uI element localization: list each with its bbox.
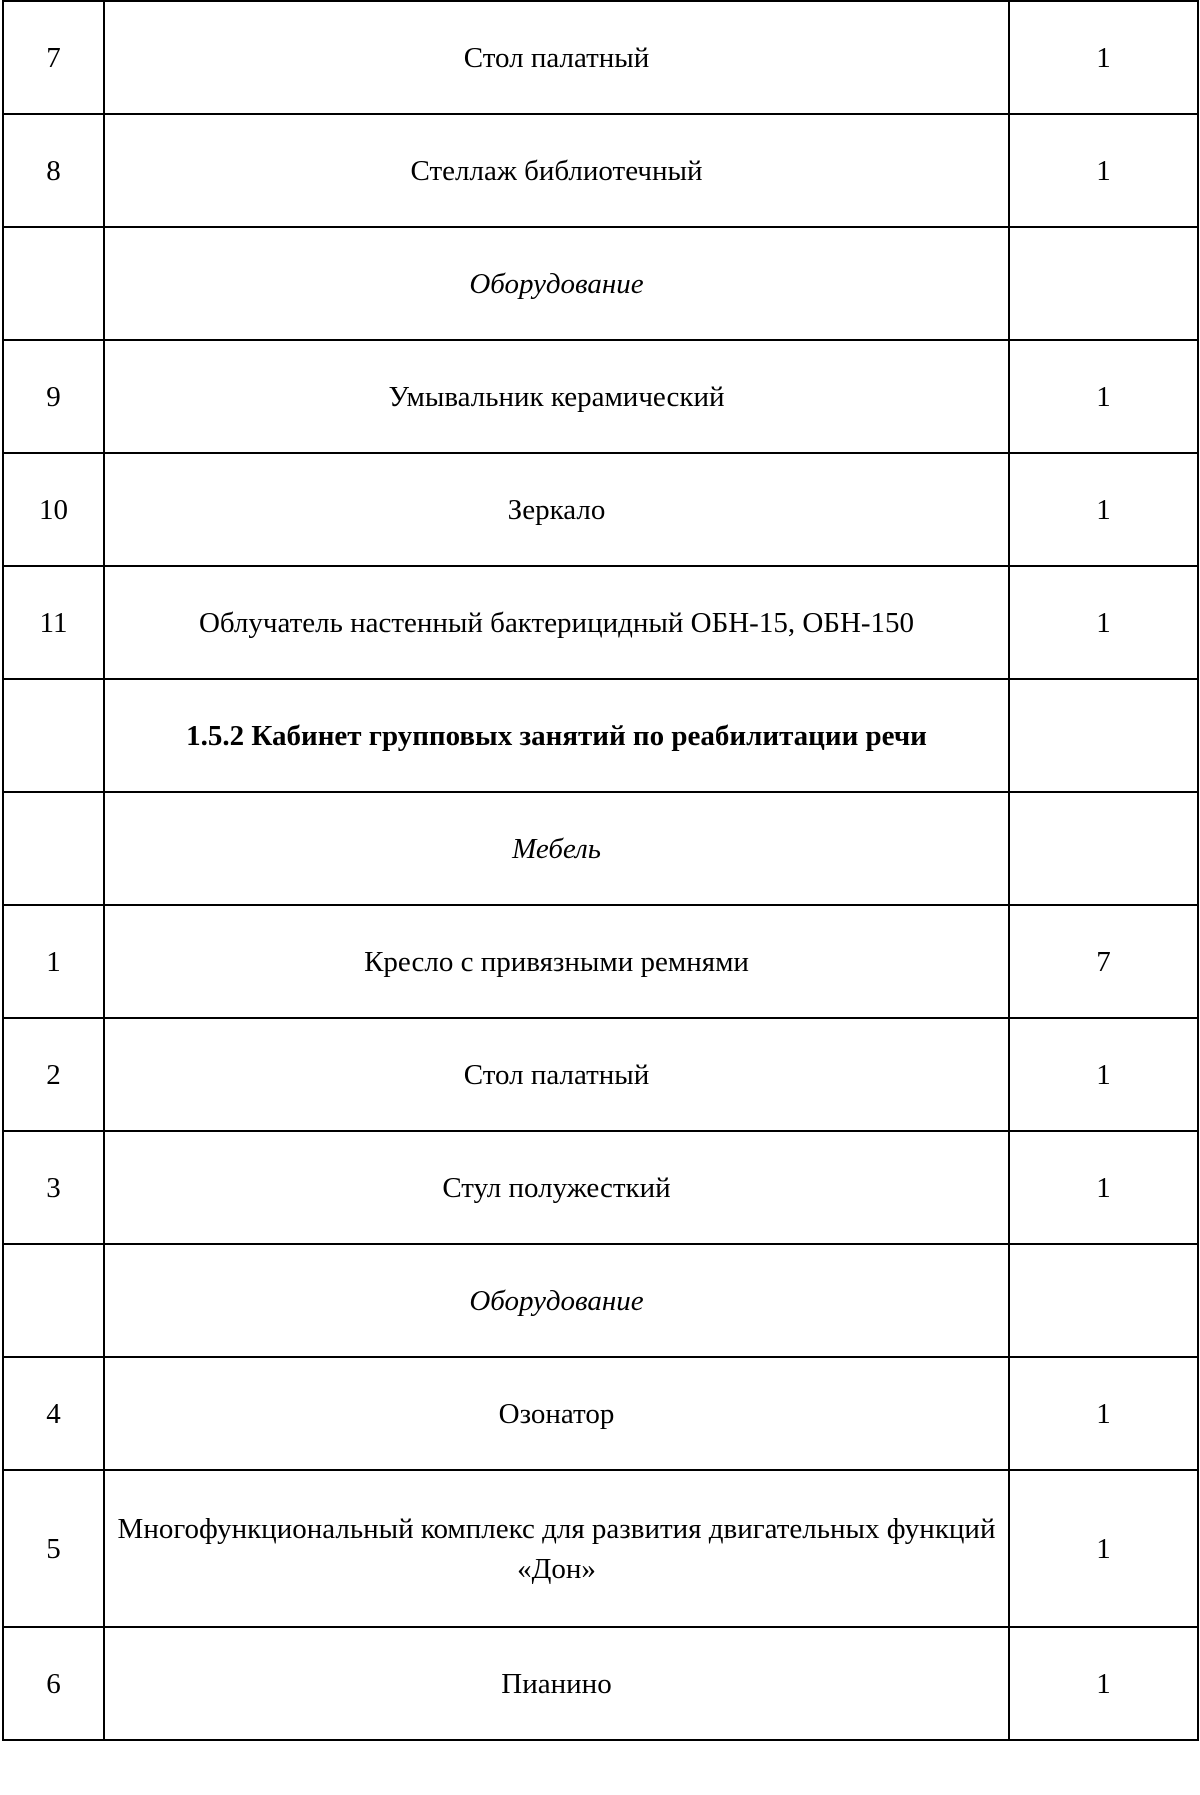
table-row	[3, 114, 1198, 227]
item-name: Стол палатный	[104, 1, 1009, 114]
item-quantity: 1	[1009, 340, 1198, 453]
table-row	[3, 1244, 1198, 1357]
row-number: 10	[3, 453, 104, 566]
item-quantity	[1009, 1244, 1198, 1357]
item-quantity: 7	[1009, 905, 1198, 1018]
table-row	[3, 453, 1198, 566]
item-name: Многофункциональный комплекс для развития двигательных функций «Дон»	[104, 1470, 1009, 1627]
subheading-furniture: Мебель	[104, 792, 1009, 905]
item-quantity: 1	[1009, 1, 1198, 114]
item-name: Озонатор	[104, 1357, 1009, 1470]
row-number: 11	[3, 566, 104, 679]
table-row	[3, 1018, 1198, 1131]
item-quantity: 1	[1009, 114, 1198, 227]
item-quantity	[1009, 792, 1198, 905]
row-number: 8	[3, 114, 104, 227]
table-row	[3, 1470, 1198, 1627]
table-row	[3, 566, 1198, 679]
row-number: 7	[3, 1, 104, 114]
row-number: 9	[3, 340, 104, 453]
table-row	[3, 227, 1198, 340]
row-number	[3, 679, 104, 792]
table-row	[3, 679, 1198, 792]
table-row	[3, 340, 1198, 453]
item-quantity: 1	[1009, 566, 1198, 679]
equipment-table-body	[3, 1, 1198, 1740]
row-number	[3, 227, 104, 340]
item-quantity: 1	[1009, 1357, 1198, 1470]
table-row	[3, 905, 1198, 1018]
table-row	[3, 1627, 1198, 1740]
row-number: 2	[3, 1018, 104, 1131]
row-number: 5	[3, 1470, 104, 1627]
item-name: Стул полужесткий	[104, 1131, 1009, 1244]
item-quantity: 1	[1009, 1131, 1198, 1244]
equipment-table	[2, 0, 1199, 1741]
item-quantity	[1009, 679, 1198, 792]
row-number: 4	[3, 1357, 104, 1470]
table-row	[3, 1357, 1198, 1470]
item-name: Пианино	[104, 1627, 1009, 1740]
item-quantity: 1	[1009, 453, 1198, 566]
row-number	[3, 1244, 104, 1357]
row-number: 3	[3, 1131, 104, 1244]
item-quantity: 1	[1009, 1470, 1198, 1627]
table-row	[3, 1, 1198, 114]
row-number: 1	[3, 905, 104, 1018]
item-quantity: 1	[1009, 1627, 1198, 1740]
row-number: 6	[3, 1627, 104, 1740]
item-quantity	[1009, 227, 1198, 340]
item-name: Стол палатный	[104, 1018, 1009, 1131]
item-name: Облучатель настенный бактерицидный ОБН-15, ОБН-150	[104, 566, 1009, 679]
table-row	[3, 792, 1198, 905]
item-name: Умывальник керамический	[104, 340, 1009, 453]
item-name: Кресло с привязными ремнями	[104, 905, 1009, 1018]
item-name: Зеркало	[104, 453, 1009, 566]
table-row	[3, 1131, 1198, 1244]
section-heading: 1.5.2 Кабинет групповых занятий по реабилитации речи	[104, 679, 1009, 792]
item-name: Стеллаж библиотечный	[104, 114, 1009, 227]
item-quantity: 1	[1009, 1018, 1198, 1131]
subheading-equipment: Оборудование	[104, 227, 1009, 340]
row-number	[3, 792, 104, 905]
subheading-equipment: Оборудование	[104, 1244, 1009, 1357]
